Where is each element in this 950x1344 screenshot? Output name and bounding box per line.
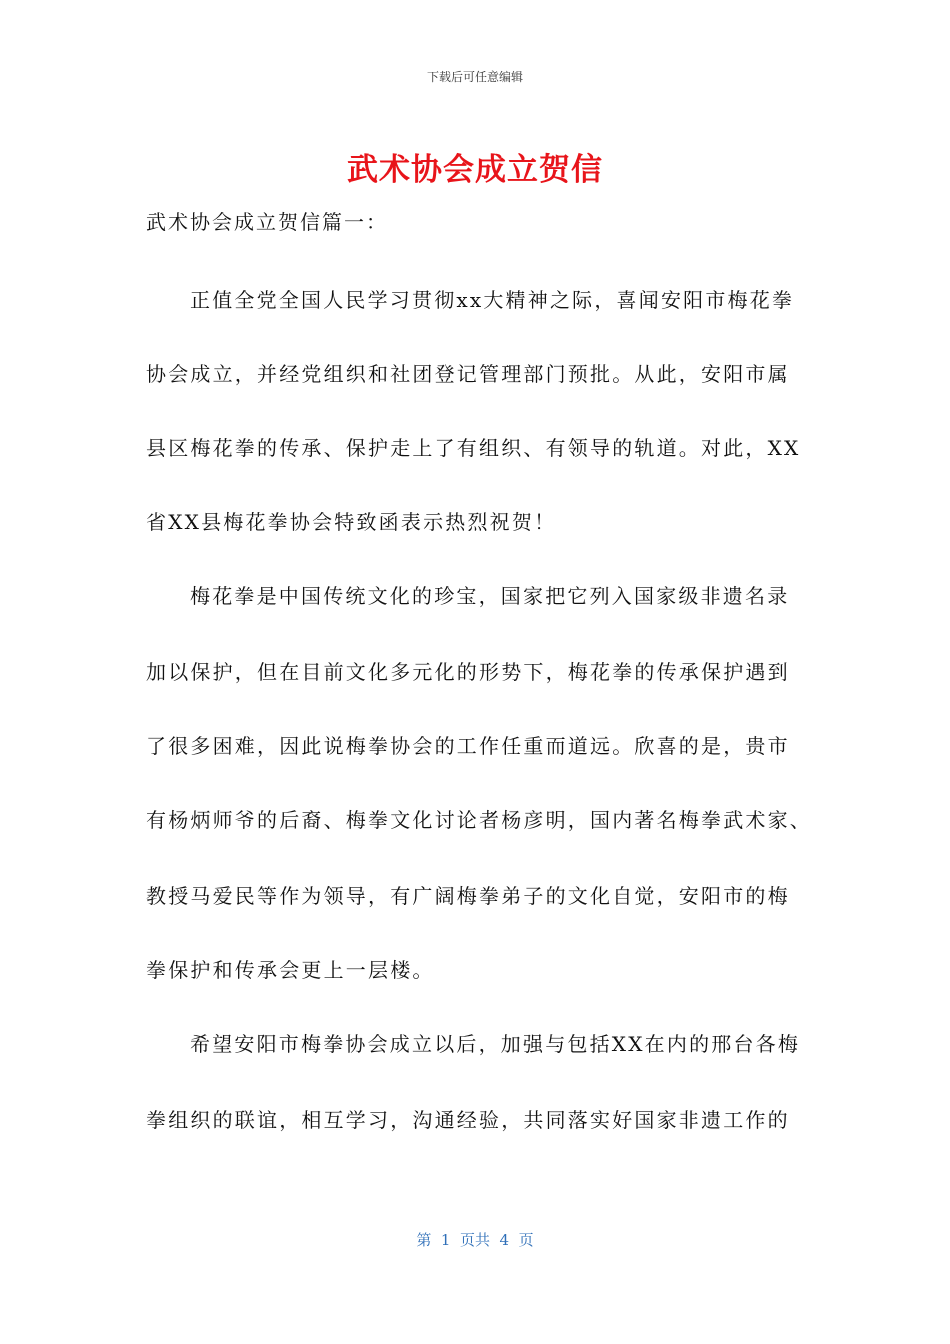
section-subheading: 武术协会成立贺信篇一： (146, 210, 388, 234)
paragraph-2-line-3: 了很多困难，因此说梅拳协会的工作任重而道远。欣喜的是，贵市 (146, 734, 790, 758)
paragraph-1-line-1: 正值全党全国人民学习贯彻xx大精神之际，喜闻安阳市梅花拳 (190, 288, 795, 312)
paragraph-2-line-6: 拳保护和传承会更上一层楼。 (146, 958, 435, 982)
paragraph-3-line-2: 拳组织的联谊，相互学习，沟通经验，共同落实好国家非遗工作的 (146, 1108, 790, 1132)
paragraph-2-line-5: 教授马爱民等作为领导，有广阔梅拳弟子的文化自觉，安阳市的梅 (146, 884, 790, 908)
paragraph-1-line-2: 协会成立，并经党组织和社团登记管理部门预批。从此，安阳市属 (146, 362, 790, 386)
document-title: 武术协会成立贺信 (347, 152, 603, 188)
paragraph-1-line-4: 省XX县梅花拳协会特致函表示热烈祝贺！ (146, 510, 557, 534)
page-number-footer: 第 1 页共 4 页 (416, 1231, 534, 1249)
paragraph-3-line-1: 希望安阳市梅拳协会成立以后，加强与包括XX在内的邢台各梅 (190, 1032, 801, 1056)
paragraph-2-line-2: 加以保护，但在目前文化多元化的形势下，梅花拳的传承保护遇到 (146, 660, 790, 684)
header-note: 下载后可任意编辑 (426, 70, 523, 84)
paragraph-1-line-3: 县区梅花拳的传承、保护走上了有组织、有领导的轨道。对此，XX (146, 436, 801, 460)
paragraph-2-line-1: 梅花拳是中国传统文化的珍宝，国家把它列入国家级非遗名录 (190, 584, 790, 608)
paragraph-2-line-4: 有杨炳师爷的后裔、梅拳文化讨论者杨彦明，国内著名梅拳武术家、 (146, 808, 812, 832)
